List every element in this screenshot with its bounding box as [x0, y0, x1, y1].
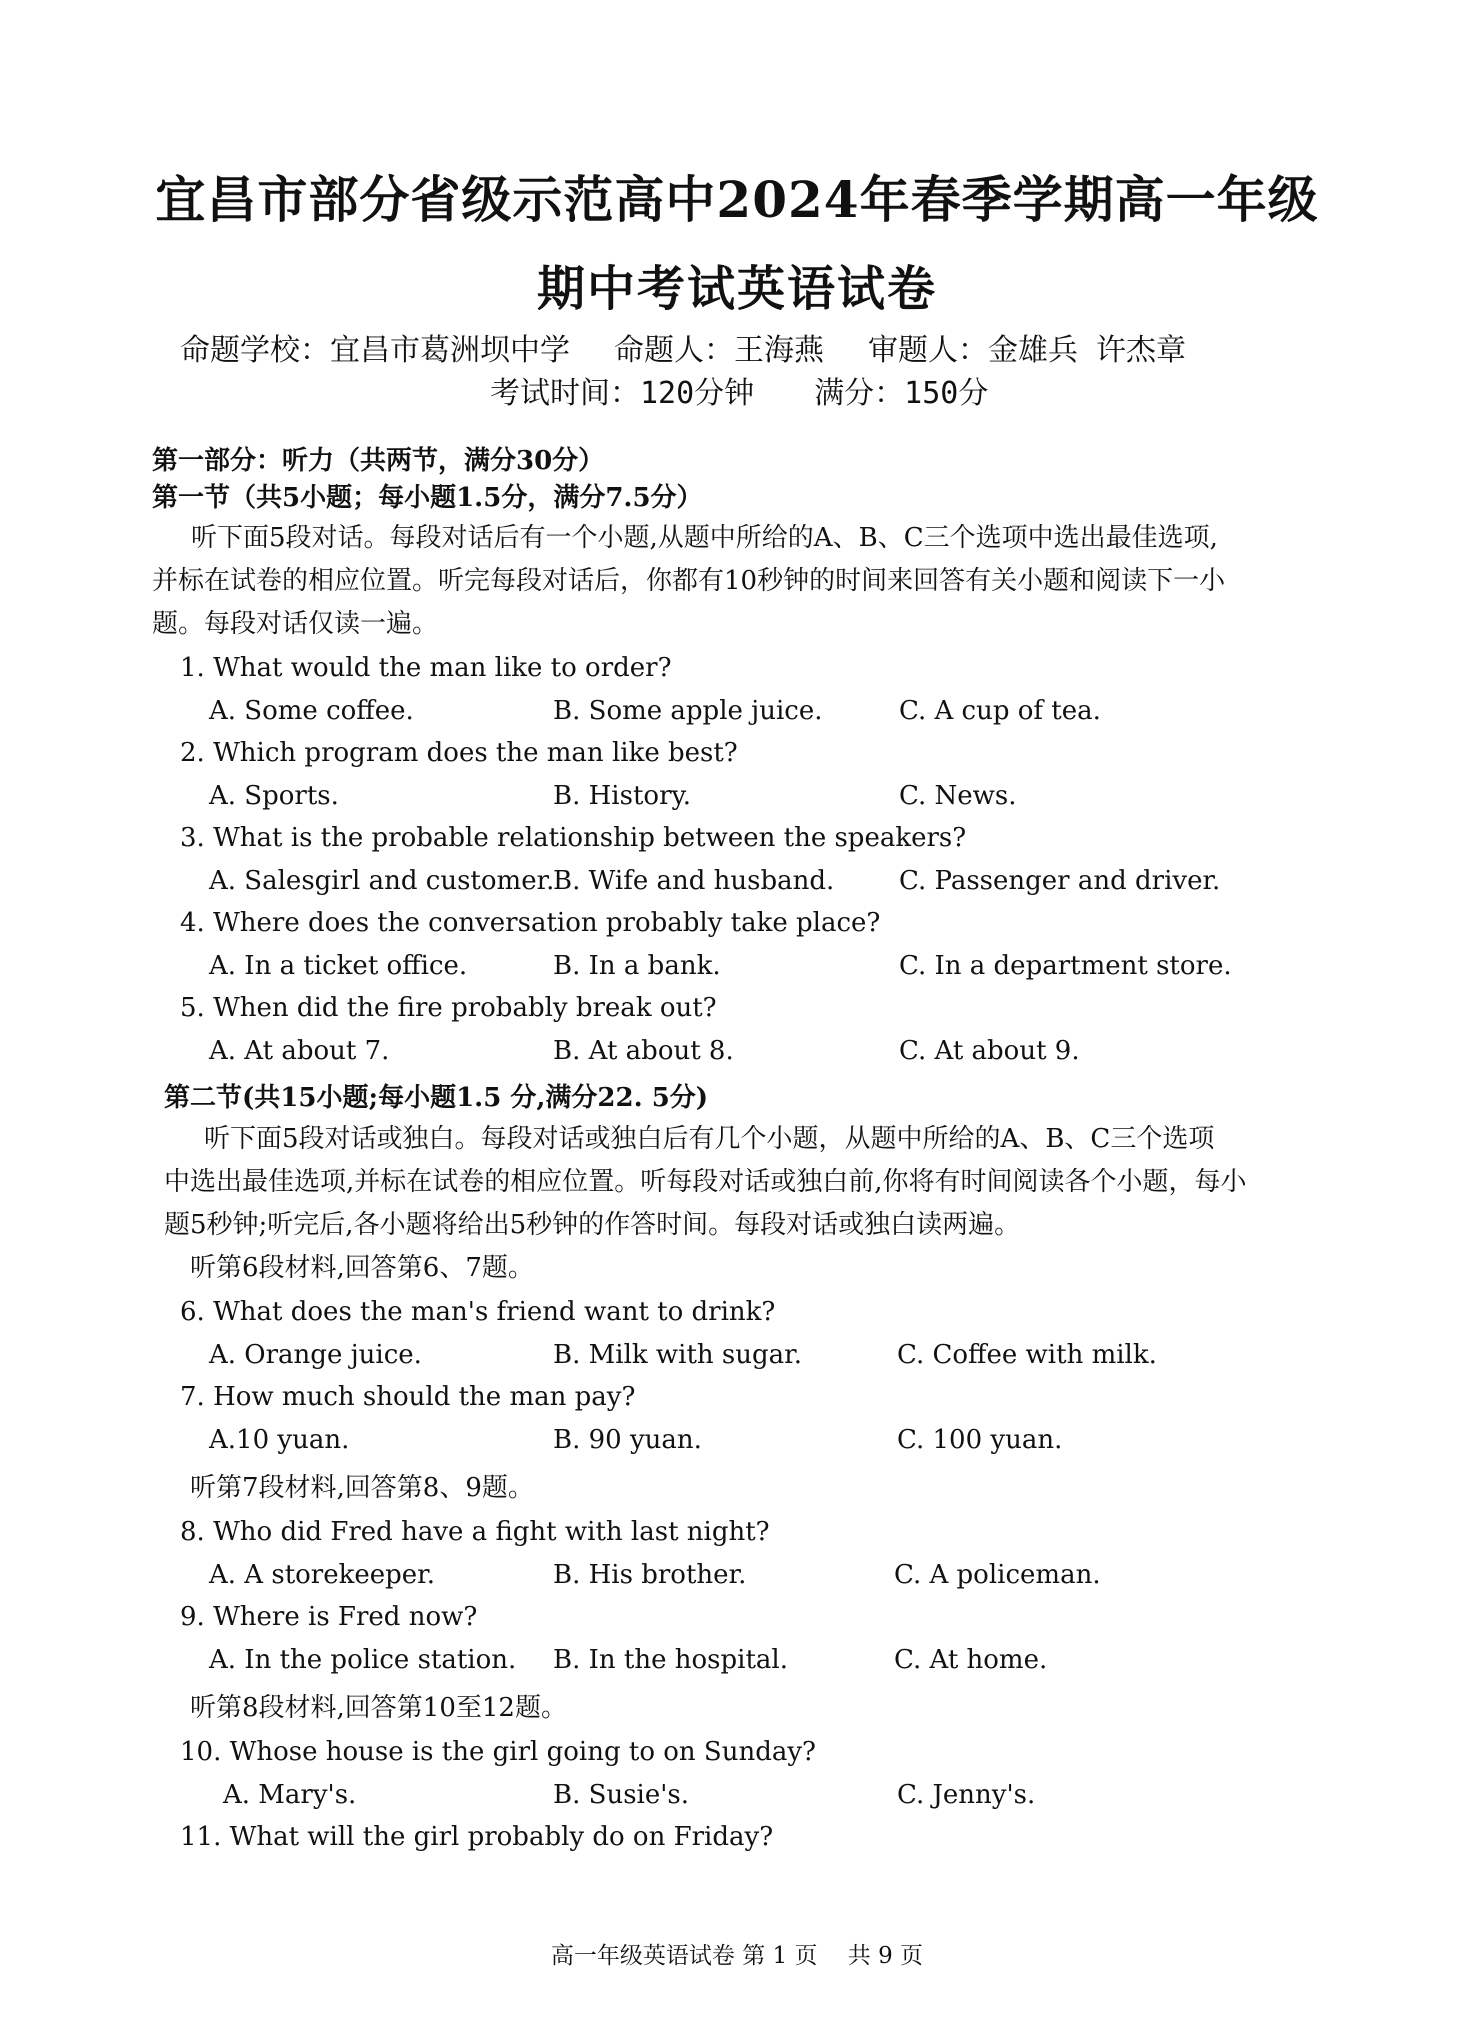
question-1-option-c: C. A cup of tea.: [899, 696, 1101, 726]
question-5-option-a: A. At about 7.: [209, 1036, 390, 1066]
question-2-option-b: B. History.: [553, 781, 691, 811]
question-3: 3. What is the probable relationship between the speakers?: [180, 823, 967, 853]
question-8-option-c: C. A policeman.: [894, 1560, 1101, 1590]
exam-info: [490, 368, 988, 412]
question-6-option-a: A. Orange juice.: [209, 1340, 422, 1370]
question-6-option-b: B. Milk with sugar.: [553, 1340, 803, 1370]
question-4-option-c: C. In a department store.: [899, 951, 1232, 981]
question-5-option-c: C. At about 9.: [899, 1036, 1080, 1066]
exam-time: 考试时间：120分钟: [490, 376, 755, 411]
section1-instructions-line1: 听下面5段对话。每段对话后有一个小题,从题中所给的A、B、C三个选项中选出最佳选项,: [191, 523, 1218, 553]
question-10: 10. Whose house is the girl going to on Sunday?: [180, 1737, 816, 1767]
material-8-prompt: 听第8段材料,回答第10至12题。: [190, 1693, 567, 1723]
question-10-option-a: A. Mary's.: [223, 1780, 357, 1810]
section1-instructions-line3: 题。每段对话仅读一遍。: [152, 609, 439, 639]
question-3-option-b: B. Wife and husband.: [553, 866, 835, 896]
question-4-option-a: A. In a ticket office.: [209, 951, 468, 981]
question-9-option-c: C. At home.: [894, 1645, 1048, 1675]
question-11: 11. What will the girl probably do on Friday?: [180, 1822, 774, 1852]
exam-title-line1: 宜昌市部分省级示范高中2024年春季学期高一年级: [155, 170, 1319, 229]
section2-instructions-line1: 听下面5段对话或独白。每段对话或独白后有几个小题，从题中所给的A、B、C三个选项: [204, 1124, 1215, 1154]
page-footer: 高一年级英语试卷 第 1 页 共 9 页: [550, 1943, 924, 1969]
question-7-option-c: C. 100 yuan.: [897, 1425, 1063, 1455]
question-6-option-c: C. Coffee with milk.: [897, 1340, 1157, 1370]
question-6: 6. What does the man's friend want to drink?: [180, 1297, 776, 1327]
material-6-prompt: 听第6段材料,回答第6、7题。: [190, 1253, 534, 1283]
question-4-option-b: B. In a bank.: [553, 951, 721, 981]
section1-instructions-line2: 并标在试卷的相应位置。听完每段对话后，你都有10秒钟的时间来回答有关小题和阅读下一小: [152, 566, 1226, 596]
section2-instructions-line2: 中选出最佳选项,并标在试卷的相应位置。听每段对话或独白前,你将有时间阅读各个小题，每小: [164, 1167, 1247, 1197]
question-1: 1. What would the man like to order?: [180, 653, 672, 683]
question-7: 7. How much should the man pay?: [180, 1382, 636, 1412]
exam-title-line2: 期中考试英语试卷: [536, 261, 937, 317]
question-9-option-a: A. In the police station.: [209, 1645, 517, 1675]
question-7-option-b: B. 90 yuan.: [553, 1425, 702, 1455]
question-3-option-c: C. Passenger and driver.: [899, 866, 1221, 896]
question-9: 9. Where is Fred now?: [180, 1602, 478, 1632]
question-4: 4. Where does the conversation probably take place?: [180, 908, 881, 938]
question-2-option-a: A. Sports.: [209, 781, 339, 811]
question-1-option-a: A. Some coffee.: [209, 696, 414, 726]
section1-heading: 第一节（共5小题；每小题1.5分，满分7.5分）: [152, 483, 703, 513]
reviewers: 审题人：金雄兵 许杰章: [868, 333, 1187, 368]
full-score: 满分：150分: [814, 376, 989, 411]
question-setter: 命题人：王海燕: [614, 333, 824, 368]
section2-heading: 第二节(共15小题;每小题1.5 分,满分22. 5分): [164, 1083, 709, 1113]
setter-school: 命题学校：宜昌市葛洲坝中学: [180, 333, 570, 368]
section2-instructions-line3: 题5秒钟;听完后,各小题将给出5秒钟的作答时间。每段对话或独白读两遍。: [164, 1210, 1021, 1240]
material-7-prompt: 听第7段材料,回答第8、9题。: [190, 1473, 534, 1503]
question-5: 5. When did the fire probably break out?: [180, 993, 717, 1023]
question-9-option-b: B. In the hospital.: [553, 1645, 788, 1675]
question-8-option-b: B. His brother.: [553, 1560, 747, 1590]
question-10-option-c: C. Jenny's.: [897, 1780, 1036, 1810]
question-5-option-b: B. At about 8.: [553, 1036, 734, 1066]
question-8: 8. Who did Fred have a fight with last night?: [180, 1517, 770, 1547]
question-3-option-a: A. Salesgirl and customer.: [209, 866, 555, 896]
question-8-option-a: A. A storekeeper.: [209, 1560, 436, 1590]
exam-credits: [180, 325, 1186, 369]
question-2: 2. Which program does the man like best?: [180, 738, 738, 768]
part1-heading: 第一部分：听力（共两节，满分30分）: [152, 446, 605, 476]
question-7-option-a: A.10 yuan.: [209, 1425, 350, 1455]
question-1-option-b: B. Some apple juice.: [553, 696, 823, 726]
question-2-option-c: C. News.: [899, 781, 1017, 811]
question-10-option-b: B. Susie's.: [553, 1780, 689, 1810]
